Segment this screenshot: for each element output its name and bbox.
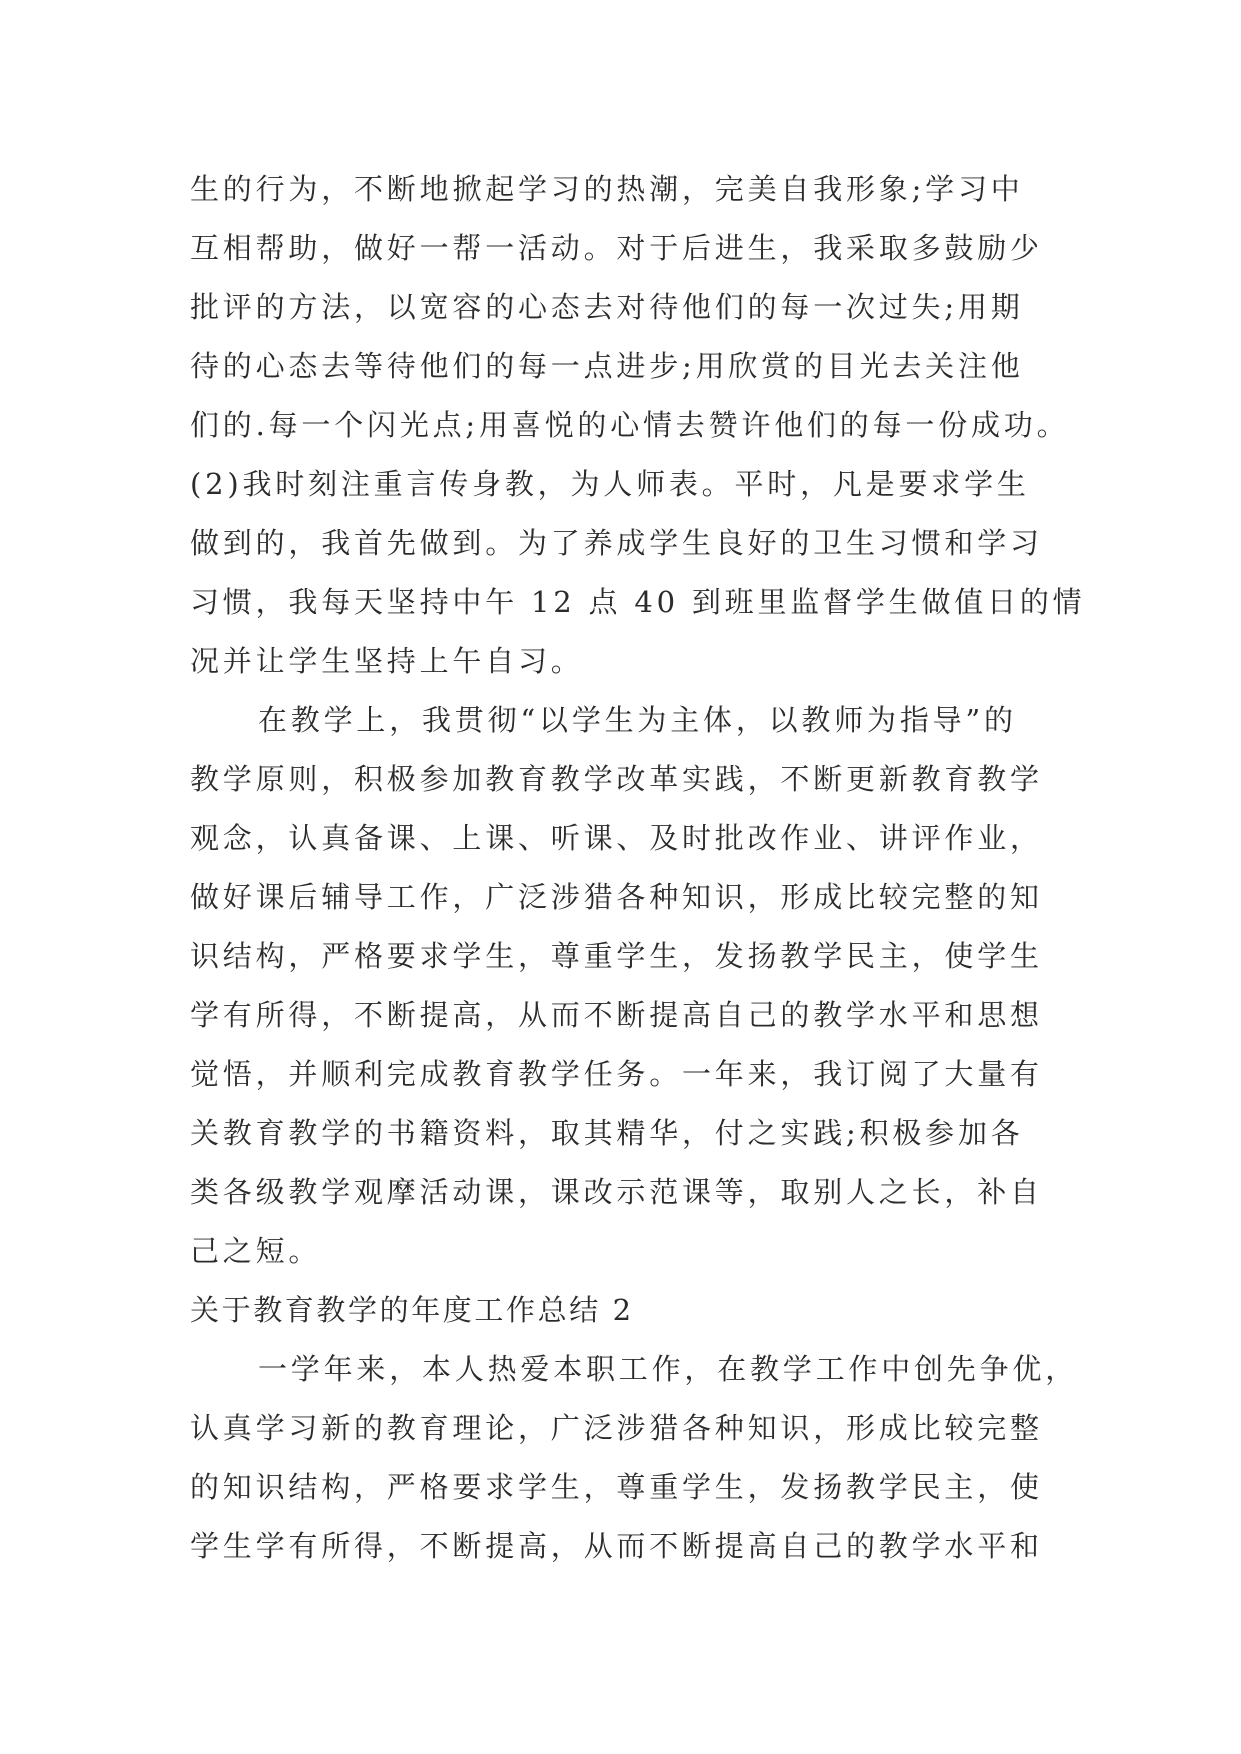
section-heading: 关于教育教学的年度工作总结 2	[190, 1293, 634, 1327]
paragraph-line: 们的.每一个闪光点;用喜悦的心情去赞许他们的每一份成功。	[190, 408, 1070, 442]
paragraph-line: 习惯，我每天坚持中午 12 点 40 到班里监督学生做值日的情	[190, 585, 1086, 619]
paragraph-line: (2)我时刻注重言传身教，为人师表。平时，凡是要求学生	[190, 467, 1030, 501]
paragraph-line: 做到的，我首先做到。为了养成学生良好的卫生习惯和学习	[190, 526, 1043, 560]
paragraph-line: 关教育教学的书籍资料，取其精华，付之实践;积极参加各	[190, 1116, 1024, 1150]
document-body	[190, 160, 1086, 1576]
paragraph-line: 认真学习新的教育理论，广泛涉猎各种知识，形成比较完整	[190, 1411, 1043, 1445]
paragraph-line: 类各级教学观摩活动课，课改示范课等，取别人之长，补自	[190, 1175, 1043, 1209]
paragraph-line: 待的心态去等待他们的每一点进步;用欣赏的目光去关注他	[190, 349, 1024, 383]
paragraph-line: 况并让学生坚持上午自习。	[190, 644, 584, 678]
paragraph-line: 觉悟，并顺利完成教育教学任务。一年来，我订阅了大量有	[190, 1057, 1043, 1091]
paragraph-line: 互相帮助，做好一帮一活动。对于后进生，我采取多鼓励少	[190, 231, 1043, 265]
paragraph-line: 己之短。	[190, 1234, 322, 1268]
paragraph-line: 的知识结构，严格要求学生，尊重学生，发扬教学民主，使	[190, 1470, 1043, 1504]
paragraph-line: 批评的方法，以宽容的心态去对待他们的每一次过失;用期	[190, 290, 1024, 324]
paragraph-line: 一学年来，本人热爱本职工作，在教学工作中创先争优，	[258, 1352, 1079, 1386]
paragraph-line: 生的行为，不断地掀起学习的热潮，完美自我形象;学习中	[190, 172, 1024, 206]
paragraph-line: 学有所得，不断提高，从而不断提高自己的教学水平和思想	[190, 998, 1043, 1032]
paragraph-line: 教学原则，积极参加教育教学改革实践，不断更新教育教学	[190, 762, 1043, 796]
paragraph-line: 做好课后辅导工作，广泛涉猎各种知识，形成比较完整的知	[190, 880, 1043, 914]
paragraph-line: 识结构，严格要求学生，尊重学生，发扬教学民主，使学生	[190, 939, 1043, 973]
paragraph-line: 在教学上，我贯彻“以学生为主体，以教师为指导”的	[258, 703, 1017, 737]
paragraph-line: 观念，认真备课、上课、听课、及时批改作业、讲评作业，	[190, 821, 1043, 855]
paragraph-line: 学生学有所得，不断提高，从而不断提高自己的教学水平和	[190, 1529, 1043, 1563]
